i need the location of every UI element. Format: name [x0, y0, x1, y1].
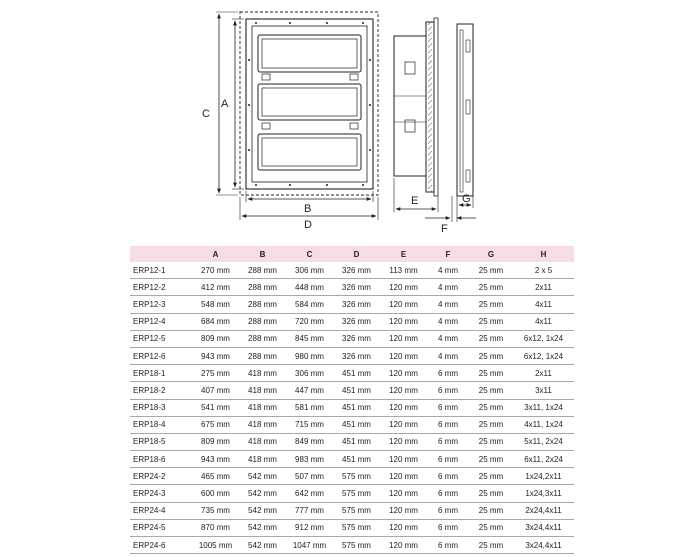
- table-row: [130, 502, 574, 519]
- cell-g: 25 mm: [469, 416, 513, 433]
- cell-f: 6 mm: [427, 399, 469, 416]
- cell-d: 326 mm: [333, 330, 380, 347]
- cell-h: 2x24,4x11: [513, 502, 574, 519]
- cell-model: ERP12-3: [130, 296, 192, 313]
- cell-b: 542 mm: [239, 519, 286, 536]
- cell-e: 120 mm: [380, 519, 427, 536]
- cell-d: 575 mm: [333, 519, 380, 536]
- cell-e: 120 mm: [380, 347, 427, 364]
- table-row: [130, 537, 574, 554]
- table-row: [130, 313, 574, 330]
- cell-h: 4x11: [513, 296, 574, 313]
- cell-f: 6 mm: [427, 433, 469, 450]
- cell-a: 270 mm: [192, 262, 239, 279]
- cell-b: 288 mm: [239, 296, 286, 313]
- cell-model: ERP24-5: [130, 519, 192, 536]
- cell-model: ERP12-1: [130, 262, 192, 279]
- cell-b: 418 mm: [239, 399, 286, 416]
- cell-h: 3x11, 1x24: [513, 399, 574, 416]
- cell-d: 451 mm: [333, 382, 380, 399]
- cell-d: 451 mm: [333, 433, 380, 450]
- cell-e: 120 mm: [380, 279, 427, 296]
- cell-b: 288 mm: [239, 262, 286, 279]
- table-row: [130, 451, 574, 468]
- cell-f: 4 mm: [427, 279, 469, 296]
- table-row: [130, 382, 574, 399]
- cell-e: 120 mm: [380, 313, 427, 330]
- table-header-row: [130, 246, 574, 262]
- cell-e: 120 mm: [380, 330, 427, 347]
- cell-b: 418 mm: [239, 433, 286, 450]
- cell-a: 675 mm: [192, 416, 239, 433]
- cell-f: 4 mm: [427, 347, 469, 364]
- cell-g: 25 mm: [469, 468, 513, 485]
- table-row: [130, 433, 574, 450]
- cell-c: 1047 mm: [286, 537, 333, 554]
- cell-c: 720 mm: [286, 313, 333, 330]
- cell-c: 845 mm: [286, 330, 333, 347]
- cell-d: 451 mm: [333, 399, 380, 416]
- cell-e: 120 mm: [380, 416, 427, 433]
- cell-model: ERP24-3: [130, 485, 192, 502]
- table-row: [130, 365, 574, 382]
- cell-h: 1x24,2x11: [513, 468, 574, 485]
- cell-e: 120 mm: [380, 433, 427, 450]
- cell-h: 2x11: [513, 279, 574, 296]
- cell-a: 541 mm: [192, 399, 239, 416]
- cell-b: 542 mm: [239, 537, 286, 554]
- cell-d: 575 mm: [333, 502, 380, 519]
- cell-c: 980 mm: [286, 347, 333, 364]
- drawing-svg: [0, 0, 681, 240]
- cell-model: ERP24-6: [130, 537, 192, 554]
- cell-e: 120 mm: [380, 382, 427, 399]
- table-row: [130, 262, 574, 279]
- cell-h: 4x11: [513, 313, 574, 330]
- cell-h: 3x24,4x11: [513, 519, 574, 536]
- cell-e: 120 mm: [380, 296, 427, 313]
- cell-g: 25 mm: [469, 485, 513, 502]
- cell-e: 120 mm: [380, 502, 427, 519]
- cell-h: 6x12, 1x24: [513, 330, 574, 347]
- cell-b: 418 mm: [239, 382, 286, 399]
- cell-g: 25 mm: [469, 279, 513, 296]
- cell-model: ERP12-6: [130, 347, 192, 364]
- cell-a: 735 mm: [192, 502, 239, 519]
- cell-a: 943 mm: [192, 451, 239, 468]
- cell-d: 575 mm: [333, 468, 380, 485]
- cell-b: 288 mm: [239, 313, 286, 330]
- cell-model: ERP18-1: [130, 365, 192, 382]
- label-d: D: [304, 219, 312, 231]
- cell-f: 6 mm: [427, 416, 469, 433]
- table-row: [130, 485, 574, 502]
- cell-f: 6 mm: [427, 537, 469, 554]
- dimension-a: [232, 19, 244, 189]
- cell-c: 306 mm: [286, 365, 333, 382]
- cell-e: 120 mm: [380, 451, 427, 468]
- cell-model: ERP18-4: [130, 416, 192, 433]
- cell-c: 584 mm: [286, 296, 333, 313]
- cell-d: 326 mm: [333, 296, 380, 313]
- cell-a: 407 mm: [192, 382, 239, 399]
- cell-h: 6x12, 1x24: [513, 347, 574, 364]
- cell-f: 6 mm: [427, 519, 469, 536]
- cell-b: 288 mm: [239, 279, 286, 296]
- cell-f: 4 mm: [427, 330, 469, 347]
- table-row: [130, 416, 574, 433]
- cell-h: 5x11, 2x24: [513, 433, 574, 450]
- header-f: F: [427, 246, 469, 262]
- cell-g: 25 mm: [469, 262, 513, 279]
- cell-d: 326 mm: [333, 262, 380, 279]
- cell-d: 326 mm: [333, 279, 380, 296]
- cell-model: ERP18-3: [130, 399, 192, 416]
- cell-a: 412 mm: [192, 279, 239, 296]
- cell-model: ERP12-5: [130, 330, 192, 347]
- cell-f: 6 mm: [427, 451, 469, 468]
- cell-d: 326 mm: [333, 347, 380, 364]
- cell-d: 451 mm: [333, 416, 380, 433]
- cell-a: 870 mm: [192, 519, 239, 536]
- cell-b: 542 mm: [239, 502, 286, 519]
- front-view: [240, 12, 378, 195]
- dimension-b: [246, 191, 373, 202]
- cell-model: ERP18-2: [130, 382, 192, 399]
- cell-c: 715 mm: [286, 416, 333, 433]
- table-row: [130, 279, 574, 296]
- label-b: B: [304, 203, 312, 215]
- label-a: A: [221, 98, 229, 110]
- door-frame: [457, 24, 473, 196]
- cell-a: 684 mm: [192, 313, 239, 330]
- cell-e: 120 mm: [380, 468, 427, 485]
- cell-d: 575 mm: [333, 537, 380, 554]
- cell-h: 4x11, 1x24: [513, 416, 574, 433]
- cell-e: 120 mm: [380, 365, 427, 382]
- cell-f: 4 mm: [427, 296, 469, 313]
- side-view: [394, 18, 473, 196]
- cell-c: 581 mm: [286, 399, 333, 416]
- cell-f: 6 mm: [427, 502, 469, 519]
- cell-a: 809 mm: [192, 433, 239, 450]
- label-g: G: [462, 193, 471, 205]
- cell-f: 6 mm: [427, 468, 469, 485]
- cell-b: 542 mm: [239, 468, 286, 485]
- cell-d: 575 mm: [333, 485, 380, 502]
- cell-c: 448 mm: [286, 279, 333, 296]
- cell-g: 25 mm: [469, 502, 513, 519]
- cell-c: 983 mm: [286, 451, 333, 468]
- cell-a: 943 mm: [192, 347, 239, 364]
- cell-d: 326 mm: [333, 313, 380, 330]
- header-b: B: [239, 246, 286, 262]
- header-model: [130, 246, 192, 262]
- cell-f: 6 mm: [427, 485, 469, 502]
- cell-f: 6 mm: [427, 365, 469, 382]
- cell-e: 120 mm: [380, 537, 427, 554]
- cell-e: 120 mm: [380, 399, 427, 416]
- inner-frame: [252, 26, 367, 182]
- box-body: [394, 36, 426, 176]
- cell-g: 25 mm: [469, 365, 513, 382]
- cell-a: 275 mm: [192, 365, 239, 382]
- table-row: [130, 296, 574, 313]
- header-d: D: [333, 246, 380, 262]
- specification-table: [130, 246, 574, 554]
- cell-g: 25 mm: [469, 347, 513, 364]
- cell-g: 25 mm: [469, 537, 513, 554]
- cell-e: 120 mm: [380, 485, 427, 502]
- label-c: C: [202, 108, 210, 120]
- cell-model: ERP24-2: [130, 468, 192, 485]
- cell-d: 451 mm: [333, 365, 380, 382]
- cell-g: 25 mm: [469, 519, 513, 536]
- cell-a: 600 mm: [192, 485, 239, 502]
- table-row: [130, 330, 574, 347]
- cell-h: 2x11: [513, 365, 574, 382]
- label-e: E: [411, 195, 419, 207]
- table-row: [130, 468, 574, 485]
- cell-d: 451 mm: [333, 451, 380, 468]
- cell-g: 25 mm: [469, 313, 513, 330]
- cell-f: 6 mm: [427, 382, 469, 399]
- cell-g: 25 mm: [469, 399, 513, 416]
- cell-b: 418 mm: [239, 365, 286, 382]
- cell-g: 25 mm: [469, 382, 513, 399]
- header-g: G: [469, 246, 513, 262]
- cell-a: 548 mm: [192, 296, 239, 313]
- table-row: [130, 519, 574, 536]
- cell-h: 2 x 5: [513, 262, 574, 279]
- cell-c: 777 mm: [286, 502, 333, 519]
- cell-a: 1005 mm: [192, 537, 239, 554]
- table-row: [130, 347, 574, 364]
- cell-c: 849 mm: [286, 433, 333, 450]
- cell-h: 3x11: [513, 382, 574, 399]
- cell-a: 465 mm: [192, 468, 239, 485]
- cell-a: 809 mm: [192, 330, 239, 347]
- header-e: E: [380, 246, 427, 262]
- header-h: H: [513, 246, 574, 262]
- table-row: [130, 399, 574, 416]
- cell-f: 4 mm: [427, 262, 469, 279]
- cell-c: 306 mm: [286, 262, 333, 279]
- table-body: [130, 262, 574, 554]
- cell-c: 447 mm: [286, 382, 333, 399]
- cell-b: 418 mm: [239, 451, 286, 468]
- cell-b: 288 mm: [239, 347, 286, 364]
- cell-b: 418 mm: [239, 416, 286, 433]
- cell-c: 642 mm: [286, 485, 333, 502]
- header-c: C: [286, 246, 333, 262]
- rail-rows: [258, 35, 361, 170]
- cover-frame: [246, 19, 373, 189]
- cell-model: ERP18-5: [130, 433, 192, 450]
- cell-b: 542 mm: [239, 485, 286, 502]
- cell-h: 6x11, 2x24: [513, 451, 574, 468]
- cell-b: 288 mm: [239, 330, 286, 347]
- screw-dots: [248, 22, 371, 186]
- cell-c: 912 mm: [286, 519, 333, 536]
- cell-g: 25 mm: [469, 330, 513, 347]
- cell-model: ERP12-2: [130, 279, 192, 296]
- technical-drawing: [0, 0, 681, 240]
- cell-g: 25 mm: [469, 451, 513, 468]
- cell-model: ERP12-4: [130, 313, 192, 330]
- cell-model: ERP18-6: [130, 451, 192, 468]
- cell-model: ERP24-4: [130, 502, 192, 519]
- cell-c: 507 mm: [286, 468, 333, 485]
- cell-g: 25 mm: [469, 296, 513, 313]
- cell-f: 4 mm: [427, 313, 469, 330]
- header-a: A: [192, 246, 239, 262]
- cell-h: 1x24,3x11: [513, 485, 574, 502]
- cell-e: 113 mm: [380, 262, 427, 279]
- label-f: F: [441, 223, 448, 235]
- cell-g: 25 mm: [469, 433, 513, 450]
- cell-h: 3x24,4x11: [513, 537, 574, 554]
